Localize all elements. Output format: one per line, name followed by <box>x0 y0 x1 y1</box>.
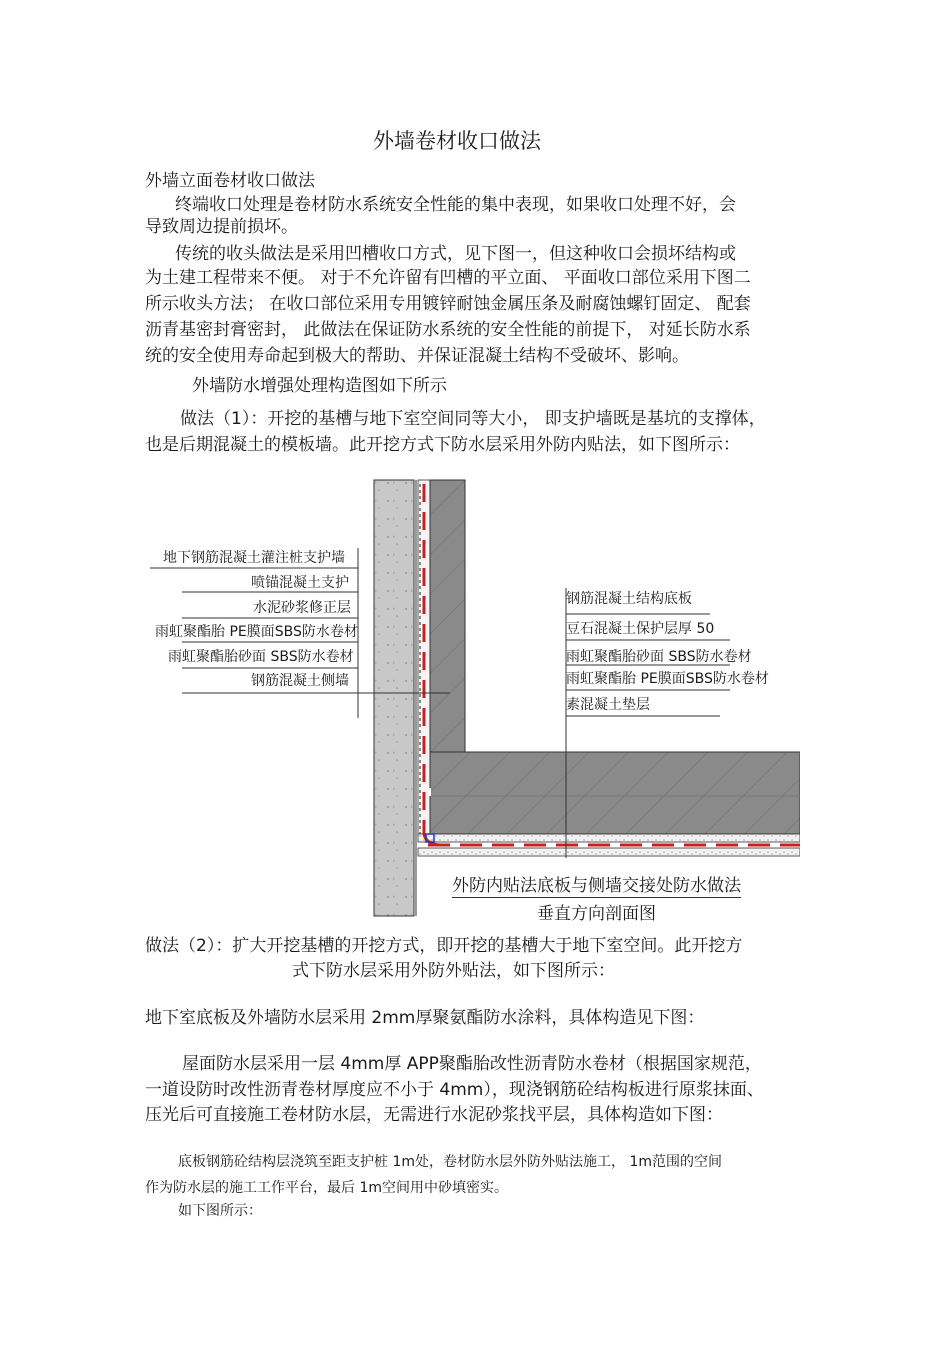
method2-line2: 式下防水层采用外防外贴法，如下图所示： <box>292 961 615 981</box>
label-rc-base-slab: 钢筋混凝土结构底板 <box>566 591 692 607</box>
concrete-side-wall <box>430 480 465 752</box>
diagram-caption: 外防内贴法底板与侧墙交接处防水做法 <box>452 876 741 896</box>
method1-line1: 做法（1）：开挖的基槽与地下室空间同等大小， 即支护墙既是基坑的支撑体， <box>180 409 766 429</box>
para2-line1: 传统的收头做法是采用凹槽收口方式，见下图一，但这种收口会损坏结构或 <box>175 244 736 264</box>
diagram-subcaption: 垂直方向剖面图 <box>537 904 656 924</box>
small-para-line3: 如下图所示： <box>178 1203 262 1219</box>
label-pea-gravel-protection: 豆石混凝土保护层厚 50 <box>566 621 715 637</box>
subheading: 外墙防水增强处理构造图如下所示 <box>192 376 447 396</box>
para2-line4: 沥青基密封膏密封， 此做法在保证防水系统的安全性能的前提下， 对延长防水系 <box>145 320 751 340</box>
label-sand-sbs-membrane-right: 雨虹聚酯胎砂面 SBS防水卷材 <box>566 649 752 665</box>
para3: 地下室底板及外墙防水层采用 2mm厚聚氨酯防水涂料，具体构造见下图： <box>145 1008 705 1028</box>
section-heading: 外墙立面卷材收口做法 <box>145 171 315 191</box>
concrete-base-slab <box>430 752 800 834</box>
para1-line1: 终端收口处理是卷材防水系统安全性能的集中表现，如果收口处理不好，会 <box>175 195 736 215</box>
support-wall <box>374 480 414 916</box>
label-mortar-leveling: 水泥砂浆修正层 <box>253 600 351 616</box>
label-rc-side-wall: 钢筋混凝土侧墙 <box>251 673 349 689</box>
label-pe-sbs-membrane-right: 雨虹聚酯胎 PE膜面SBS防水卷材 <box>566 671 769 687</box>
para4-line3: 压光后可直接施工卷材防水层，无需进行水泥砂浆找平层，具体构造如下图： <box>145 1105 723 1125</box>
para2-line5: 统的安全使用寿命起到极大的帮助、并保证混凝土结构不受破坏、影响。 <box>145 346 689 366</box>
small-para-line2: 作为防水层的施工工作平台，最后 1m空间用中砂填密实。 <box>145 1180 508 1196</box>
waterproofing-section-diagram <box>150 478 800 918</box>
page-title: 外墙卷材收口做法 <box>373 129 541 153</box>
para2-line2: 为土建工程带来不便。 对于不允许留有凹槽的平立面、 平面收口部位采用下图二 <box>145 268 751 288</box>
para4-line2: 一道设防时改性沥青卷材厚度应不小于 4mm），现浇钢筋砼结构板进行原浆抹面、 <box>145 1080 764 1100</box>
label-support-pile-wall: 地下钢筋混凝土灌注桩支护墙 <box>163 550 345 566</box>
label-shotcrete-support: 喷锚混凝土支护 <box>251 575 349 591</box>
para1-line2: 导致周边提前损坏。 <box>145 217 298 237</box>
method2-line1: 做法（2）：扩大开挖基槽的开挖方式，即开挖的基槽大于地下室空间。此开挖方 <box>145 936 743 956</box>
small-para-line1: 底板钢筋砼结构层浇筑至距支护桩 1m处，卷材防水层外防外贴法施工， 1m范围的空间 <box>178 1154 722 1170</box>
para2-line3: 所示收头方法； 在收口部位采用专用镀锌耐蚀金属压条及耐腐蚀螺钉固定、 配套 <box>145 294 751 314</box>
method1-line2: 也是后期混凝土的模板墙。此开挖方式下防水层采用外防内贴法，如下图所示： <box>145 435 740 455</box>
label-plain-concrete-cushion: 素混凝土垫层 <box>566 697 650 713</box>
para4-line1: 屋面防水层采用一层 4mm厚 APP聚酯胎改性沥青防水卷材（根据国家规范， <box>182 1054 762 1074</box>
label-pe-sbs-membrane-left: 雨虹聚酯胎 PE膜面SBS防水卷材 <box>155 624 358 640</box>
label-sand-sbs-membrane-left: 雨虹聚酯胎砂面 SBS防水卷材 <box>168 649 354 665</box>
